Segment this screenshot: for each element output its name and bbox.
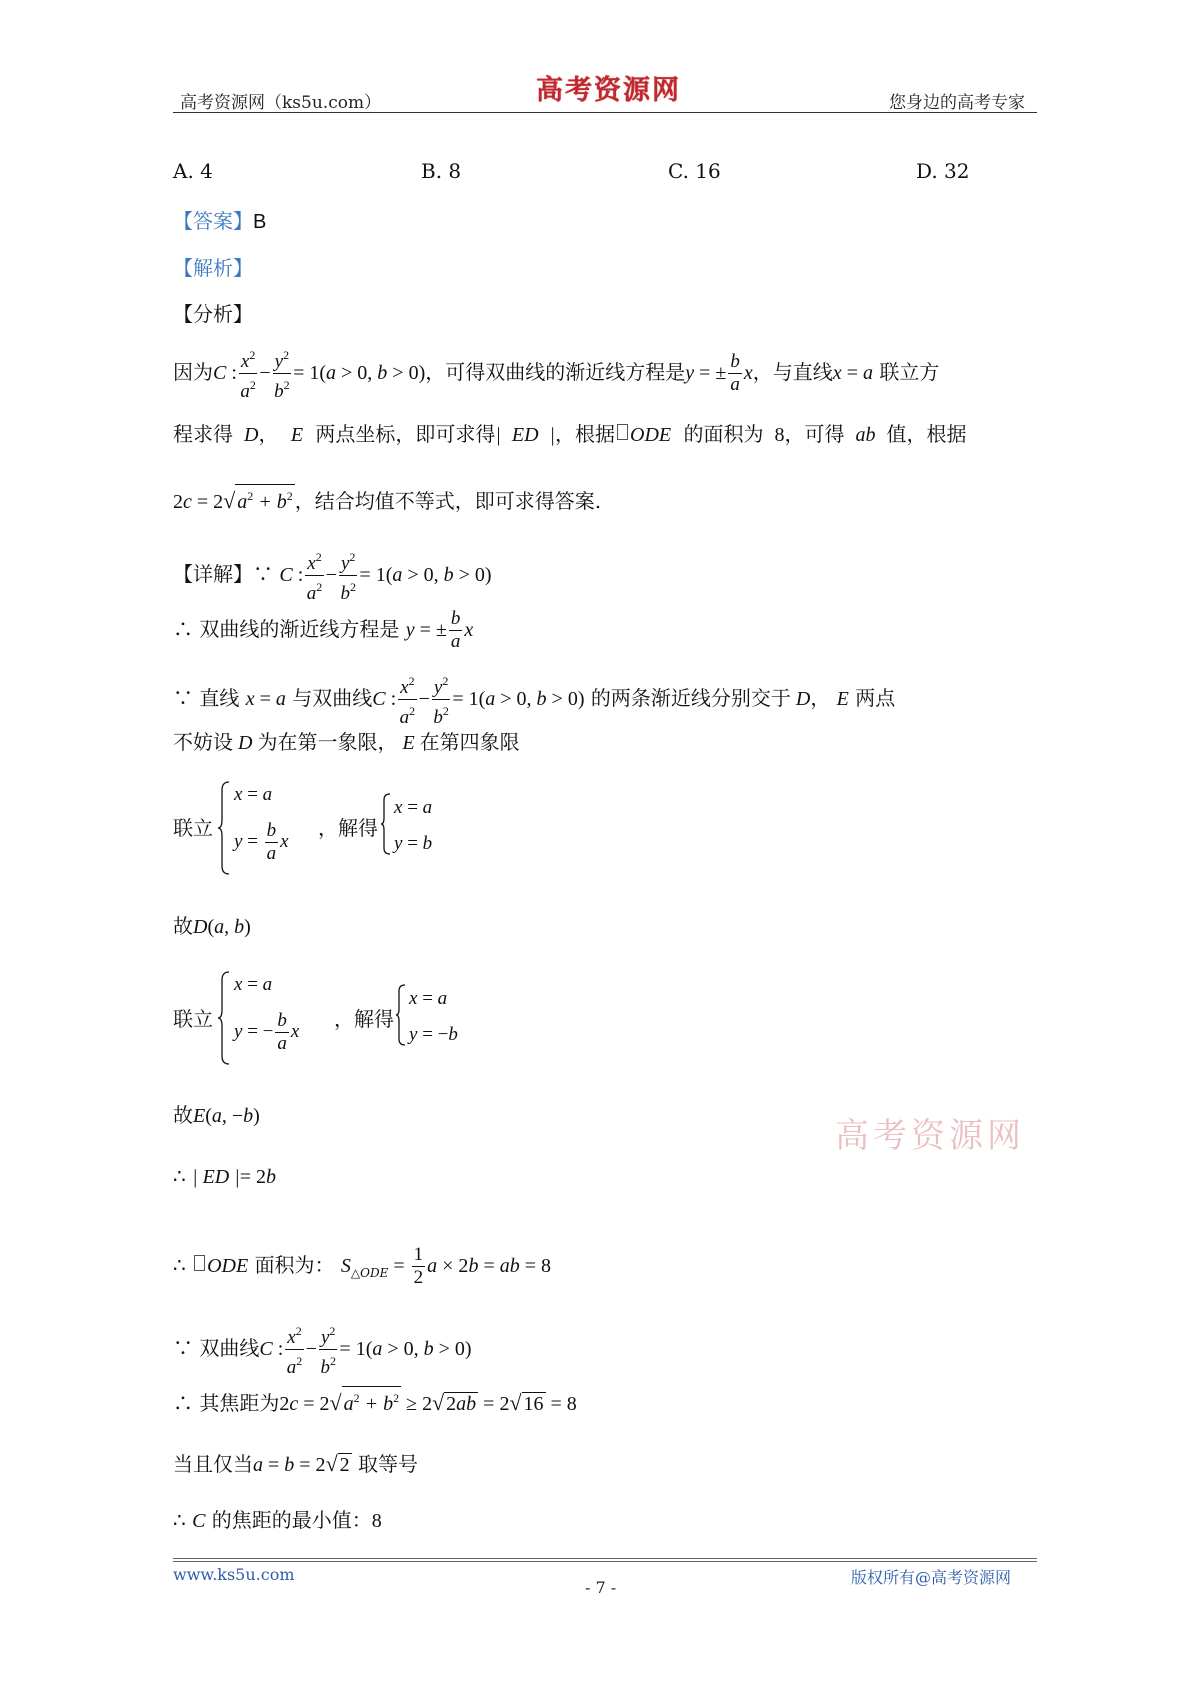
- header-rule: [173, 112, 1037, 113]
- answer-line: [173, 205, 266, 234]
- eq-x-a: x = a: [234, 784, 273, 805]
- brace-icon: [217, 970, 231, 1066]
- footer-rule: [173, 1558, 1037, 1559]
- sol-x-a-2: x = a: [409, 988, 448, 1009]
- fenxi-text: ，可得双曲线的渐近线方程是: [425, 360, 686, 384]
- detail-line-2: ∴ 双曲线的渐近线方程是 y = ± $\frac{b}{a}$ x: [173, 608, 474, 652]
- brace-icon: [395, 983, 407, 1047]
- therefore-symbol: ∴: [173, 617, 193, 641]
- fenxi-text: ，结合均值不等式，即可求得答案.: [294, 489, 602, 513]
- footer-link[interactable]: www.ks5u.com: [173, 1565, 295, 1584]
- fenxi-text: ，可得: [784, 422, 845, 446]
- sol-y-neg-b: y = −b: [409, 1024, 458, 1045]
- fenxi-text: ，与直线: [752, 360, 833, 384]
- fenxi-text: 程求得: [173, 422, 233, 446]
- fenxi-text: 值，根据: [886, 422, 967, 446]
- detail-text: 为在第一象限，: [257, 730, 398, 754]
- fenxi-line-1: 因为C : $\frac{x^2}{a^2}$ − $\frac{y^2}{b^2}$ = 1(a > 0, b > 0)，可得双曲线的渐近线方程是y = ± $\frac{b}{a}$ x，与直线x = a 联立方: [173, 344, 939, 403]
- therefore-symbol: ∴: [173, 1391, 193, 1415]
- footer-copyright: 版权所有@高考资源网: [851, 1568, 1012, 1587]
- point-d-line: 故D(a, b): [173, 914, 251, 938]
- watermark: 高考资源网: [835, 1116, 1025, 1156]
- brace-icon: [217, 780, 231, 876]
- fenxi-text: ，根据: [555, 422, 616, 446]
- triangle-placeholder-icon: [194, 1255, 205, 1271]
- detail-text: 双曲线的渐近线方程是: [199, 617, 400, 641]
- brace-icon: [380, 792, 392, 856]
- because-symbol: ∵: [173, 686, 193, 710]
- fenxi-text: 联立方: [879, 360, 940, 384]
- jiede-label-1: ，解得: [318, 816, 378, 840]
- detail-line-1: 【详解】∵ C : $\frac{x^2}{a^2}$ − $\frac{y^2}{b^2}$ = 1(a > 0, b > 0): [173, 546, 492, 605]
- fenxi-text: 因为: [173, 360, 213, 384]
- min-value: 8: [371, 1510, 382, 1532]
- option-a: A. 4: [173, 159, 213, 183]
- option-c: C. 16: [668, 159, 721, 183]
- area-line: ∴ ODE 面积为： $S_{\triangle ODE}$ = $\frac{1}{2}$ a × 2b = ab = 8: [173, 1244, 551, 1288]
- because-symbol: ∵: [253, 562, 273, 586]
- detail-text: 的焦距的最小值：: [211, 1508, 372, 1532]
- lianli-label-2: 联立: [173, 1007, 213, 1031]
- because-symbol: ∵: [173, 1336, 193, 1360]
- triangle-placeholder-icon: [617, 424, 628, 440]
- min-line: ∴ C 的焦距的最小值：8: [173, 1508, 382, 1532]
- option-b: B. 8: [421, 159, 462, 183]
- fenxi-line-3: 2c = 2√ $a^2 + b^2$ ，结合均值不等式，即可求得答案.: [173, 484, 601, 516]
- focal-line: ∴ 其焦距为2c = 2√ $a^2 + b^2 \ge 2√$ 2ab = 2√ 16 = 8: [173, 1386, 577, 1418]
- header-logo: 高考资源网: [536, 75, 681, 106]
- detail-text: 其焦距为: [199, 1391, 280, 1415]
- detail-tag: 【详解】: [173, 562, 253, 586]
- analysis-tag: 【解析】: [173, 256, 253, 280]
- header-left: 高考资源网（ks5u.com）: [180, 93, 382, 113]
- detail-text: 不妨设: [173, 730, 233, 754]
- equality-line: 当且仅当a = b = 2√ 2 取等号: [173, 1451, 418, 1476]
- detail-text: 面积为：: [254, 1253, 335, 1277]
- fenxi-text: 两点坐标，即可求得: [315, 422, 496, 446]
- formula-hyperbola: C: [213, 362, 227, 384]
- detail-text: 故: [173, 1103, 193, 1127]
- detail-line-4: 不妨设 D 为在第一象限， E 在第四象限: [173, 730, 520, 754]
- detail-text: 在第四象限: [419, 730, 520, 754]
- detail-text: 当且仅当: [173, 1452, 253, 1476]
- fenxi-text: 的面积为: [683, 422, 764, 446]
- point-e-line: 故E(a, −b): [173, 1103, 260, 1127]
- hyperbola-line: ∵ 双曲线C : $\frac{x^2}{a^2}$ − $\frac{y^2}{b^2}$ = 1(a > 0, b > 0): [173, 1320, 472, 1379]
- answer-tag: 【答案】: [173, 209, 253, 233]
- answer-value: B: [253, 211, 267, 233]
- detail-text: 故: [173, 914, 193, 938]
- detail-text: 取等号: [358, 1452, 418, 1476]
- detail-text: 两点: [855, 686, 896, 710]
- detail-text: 直线: [199, 686, 240, 710]
- detail-text: 与双曲线: [292, 686, 373, 710]
- therefore-symbol: ∴: [173, 1508, 186, 1532]
- eq-y-bx: y = $\frac{b}{a}$ x: [234, 820, 289, 864]
- therefore-symbol: ∴: [173, 1164, 186, 1188]
- eq-y-neg-bx: y = − $\frac{b}{a}$ x: [234, 1010, 300, 1054]
- jiede-label-2: ，解得: [334, 1007, 394, 1031]
- footer-rule: [173, 1561, 1037, 1562]
- sol-x-a: x = a: [394, 797, 433, 818]
- lianli-label-1: 联立: [173, 816, 213, 840]
- eq-x-a-2: x = a: [234, 974, 273, 995]
- fenxi-line-2: 程求得 D， E 两点坐标，即可求得| ED |，根据 ODE 的面积为 8，可得 ab 值，根据: [173, 422, 967, 446]
- fenxi-tag: 【分析】: [173, 302, 253, 326]
- ed-length-line: ∴ | ED |= 2b: [173, 1164, 277, 1188]
- page-number: - 7 -: [585, 1578, 617, 1597]
- detail-line-3: ∵ 直线 x = a 与双曲线C : $\frac{x^2}{a^2}$ − $\frac{y^2}{b^2}$ = 1(a > 0, b > 0) 的两条渐近线分别交于 D， E 两点: [173, 670, 895, 729]
- header-right: 您身边的高考专家: [889, 93, 1025, 113]
- sol-y-b: y = b: [394, 833, 433, 854]
- therefore-symbol: ∴: [173, 1253, 186, 1277]
- option-d: D. 32: [916, 159, 970, 183]
- detail-text: 双曲线: [199, 1336, 260, 1360]
- detail-text: 的两条渐近线分别交于: [590, 686, 791, 710]
